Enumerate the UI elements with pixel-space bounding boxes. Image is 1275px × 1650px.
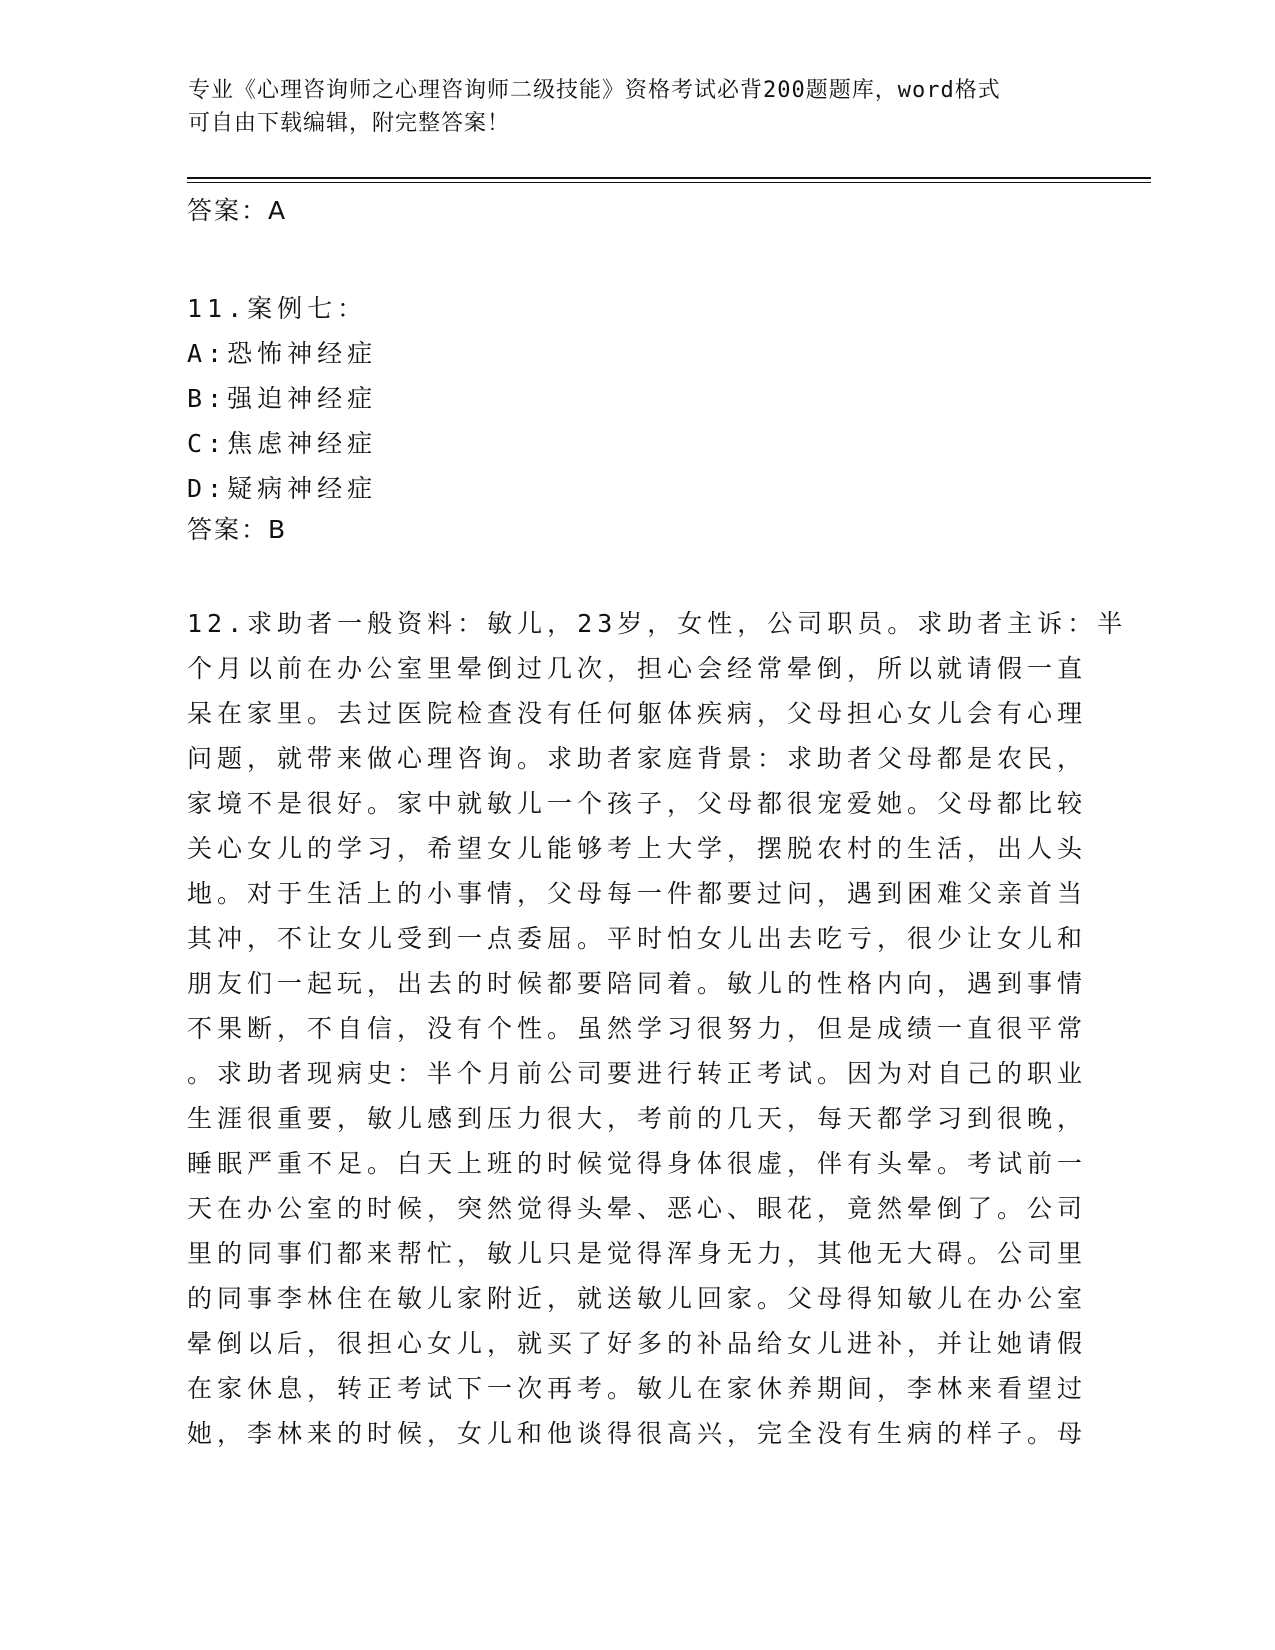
question-12-line: 不果断，不自信，没有个性。虽然学习很努力，但是成绩一直很平常 [187, 1014, 1088, 1043]
option-d: D:疑病神经症 [187, 474, 378, 503]
question-12-line: 她，李林来的时候，女儿和他谈得很高兴，完全没有生病的样子。母 [187, 1419, 1088, 1448]
header-line: 可自由下载编辑，附完整答案！ [188, 111, 511, 136]
header-divider-thin [187, 182, 1151, 183]
question-12-line: 。求助者现病史：半个月前公司要进行转正考试。因为对自己的职业 [187, 1059, 1088, 1088]
header-line: 专业《心理咨询师之心理咨询师二级技能》资格考试必背200题题库，word格式 [188, 78, 1001, 103]
question-12-line: 生涯很重要，敏儿感到压力很大，考前的几天，每天都学习到很晚， [187, 1104, 1088, 1133]
option-a: A:恐怖神经症 [187, 339, 378, 368]
question-11-answer: 答案：B [187, 515, 288, 544]
question-12-line: 的同事李林住在敏儿家附近，就送敏儿回家。父母得知敏儿在办公室 [187, 1284, 1088, 1313]
question-12-line: 晕倒以后，很担心女儿，就买了好多的补品给女儿进补，并让她请假 [187, 1329, 1088, 1358]
question-title: 11.案例七： [187, 294, 368, 323]
question-12-line: 睡眠严重不足。白天上班的时候觉得身体很虚，伴有头晕。考试前一 [187, 1149, 1088, 1178]
previous-question-answer: 答案：A [187, 196, 288, 225]
option-b: B:强迫神经症 [187, 384, 378, 413]
question-12-line: 朋友们一起玩，出去的时候都要陪同着。敏儿的性格内向，遇到事情 [187, 969, 1088, 998]
question-12 [187, 601, 1127, 1456]
question-12-line: 天在办公室的时候，突然觉得头晕、恶心、眼花，竟然晕倒了。公司 [187, 1194, 1088, 1223]
question-12-line: 呆在家里。去过医院检查没有任何躯体疾病，父母担心女儿会有心理 [187, 699, 1088, 728]
question-12-line: 问题，就带来做心理咨询。求助者家庭背景：求助者父母都是农民， [187, 744, 1088, 773]
option-c: C:焦虑神经症 [187, 429, 378, 458]
question-12-line: 地。对于生活上的小事情，父母每一件都要过问，遇到困难父亲首当 [187, 879, 1088, 908]
question-12-line: 里的同事们都来帮忙，敏儿只是觉得浑身无力，其他无大碍。公司里 [187, 1239, 1088, 1268]
question-12-line: 个月以前在办公室里晕倒过几次，担心会经常晕倒，所以就请假一直 [187, 654, 1088, 683]
question-11 [187, 286, 377, 511]
question-12-line: 12.求助者一般资料：敏儿，23岁，女性，公司职员。求助者主诉：半 [187, 609, 1128, 638]
header-divider-thick [187, 177, 1151, 179]
question-12-line: 家境不是很好。家中就敏儿一个孩子，父母都很宠爱她。父母都比较 [187, 789, 1088, 818]
question-12-line: 关心女儿的学习，希望女儿能够考上大学，摆脱农村的生活，出人头 [187, 834, 1088, 863]
question-12-line: 在家休息，转正考试下一次再考。敏儿在家休养期间，李林来看望过 [187, 1374, 1088, 1403]
document-header [188, 74, 1088, 140]
question-12-line: 其冲，不让女儿受到一点委屈。平时怕女儿出去吃亏，很少让女儿和 [187, 924, 1088, 953]
